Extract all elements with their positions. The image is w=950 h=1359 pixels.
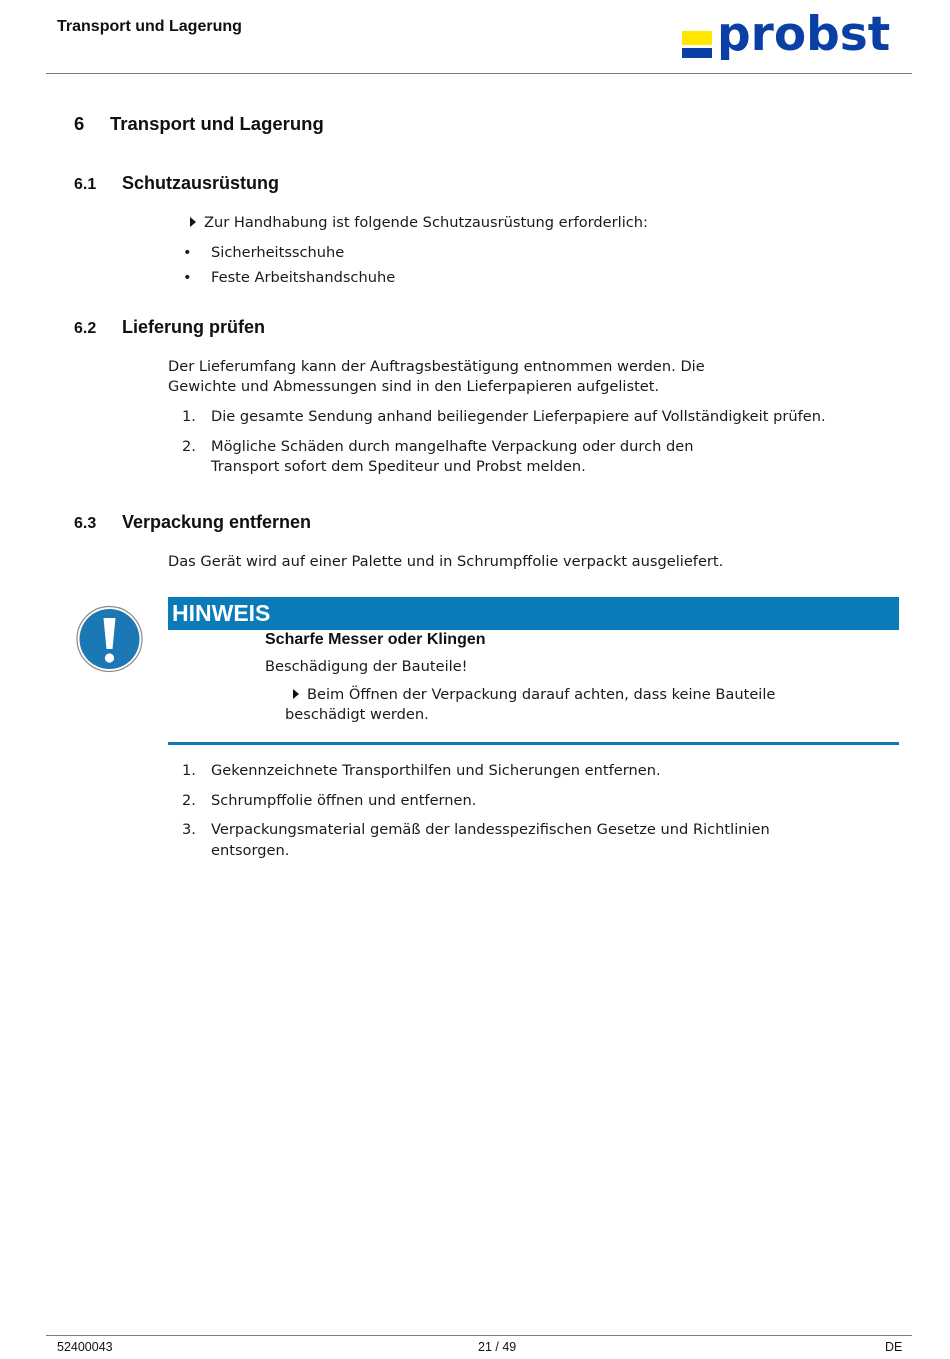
paragraph-line: Der Lieferumfang kann der Auftragsbestätigung entnommen werden. Die (168, 358, 705, 375)
list-bullet-icon: • (183, 244, 192, 261)
step-text: Transport sofort dem Spediteur und Probst melden. (211, 458, 586, 475)
chapter-title: Transport und Lagerung (110, 113, 324, 134)
footer-doc-number: 52400043 (57, 1340, 113, 1354)
instruction-line (190, 213, 648, 233)
notice-consequence: Beschädigung der Bauteile! (265, 658, 468, 675)
step-number: 3. (182, 821, 196, 838)
logo-yellow-bar (682, 31, 712, 45)
instruction-text: Zur Handhabung ist folgende Schutzausrüstung erforderlich: (204, 214, 648, 231)
list-bullet-icon: • (183, 269, 192, 286)
list-item: Feste Arbeitshandschuhe (211, 269, 396, 286)
step-text: Verpackungsmaterial gemäß der landesspezifischen Gesetze und Richtlinien (211, 821, 770, 838)
triangle-right-icon (293, 689, 299, 699)
section-6-1-title: Schutzausrüstung (122, 173, 280, 193)
step-number: 2. (182, 792, 196, 809)
notice-heading: Scharfe Messer oder Klingen (265, 631, 486, 648)
step-number: 2. (182, 438, 196, 455)
paragraph-line: Das Gerät wird auf einer Palette und in Schrumpffolie verpackt ausgeliefert. (168, 553, 724, 570)
notice-header-bar (168, 597, 899, 630)
header-divider (46, 73, 912, 74)
notice-bottom-rule (168, 742, 899, 745)
section-6-2-title: Lieferung prüfen (122, 317, 265, 337)
notice-action-text: beschädigt werden. (285, 706, 429, 723)
section-6-2-number: 6.2 (74, 320, 97, 337)
header-title: Transport und Lagerung (57, 18, 242, 35)
notice-action-text: Beim Öffnen der Verpackung darauf achten, dass keine Bauteile (307, 686, 776, 703)
step-number: 1. (182, 408, 196, 425)
notice-action (293, 685, 775, 705)
triangle-right-icon (190, 217, 196, 227)
exclamation-icon (76, 605, 143, 673)
step-number: 1. (182, 762, 196, 779)
step-text: Schrumpffolie öffnen und entfernen. (211, 792, 477, 809)
section-6-3-number: 6.3 (74, 515, 97, 532)
step-text: Mögliche Schäden durch mangelhafte Verpackung oder durch den (211, 438, 694, 455)
chapter-number: 6 (74, 113, 85, 134)
section-6-3-title: Verpackung entfernen (122, 512, 312, 532)
logo-wordmark: probst (717, 7, 891, 62)
paragraph-line: Gewichte und Abmessungen sind in den Lieferpapieren aufgelistet. (168, 378, 660, 395)
probst-logo (680, 7, 906, 70)
footer-language: DE (885, 1340, 903, 1354)
footer-divider (46, 1335, 912, 1336)
footer-page-number: 21 / 49 (478, 1340, 517, 1354)
step-text: Die gesamte Sendung anhand beiliegender Lieferpapiere auf Vollständigkeit prüfen. (211, 408, 826, 425)
section-6-1-number: 6.1 (74, 176, 97, 193)
step-text: entsorgen. (211, 842, 290, 859)
notice-label: HINWEIS (172, 600, 271, 626)
list-item: Sicherheitsschuhe (211, 244, 345, 261)
step-text: Gekennzeichnete Transporthilfen und Sicherungen entfernen. (211, 762, 661, 779)
logo-blue-bar (682, 48, 712, 58)
